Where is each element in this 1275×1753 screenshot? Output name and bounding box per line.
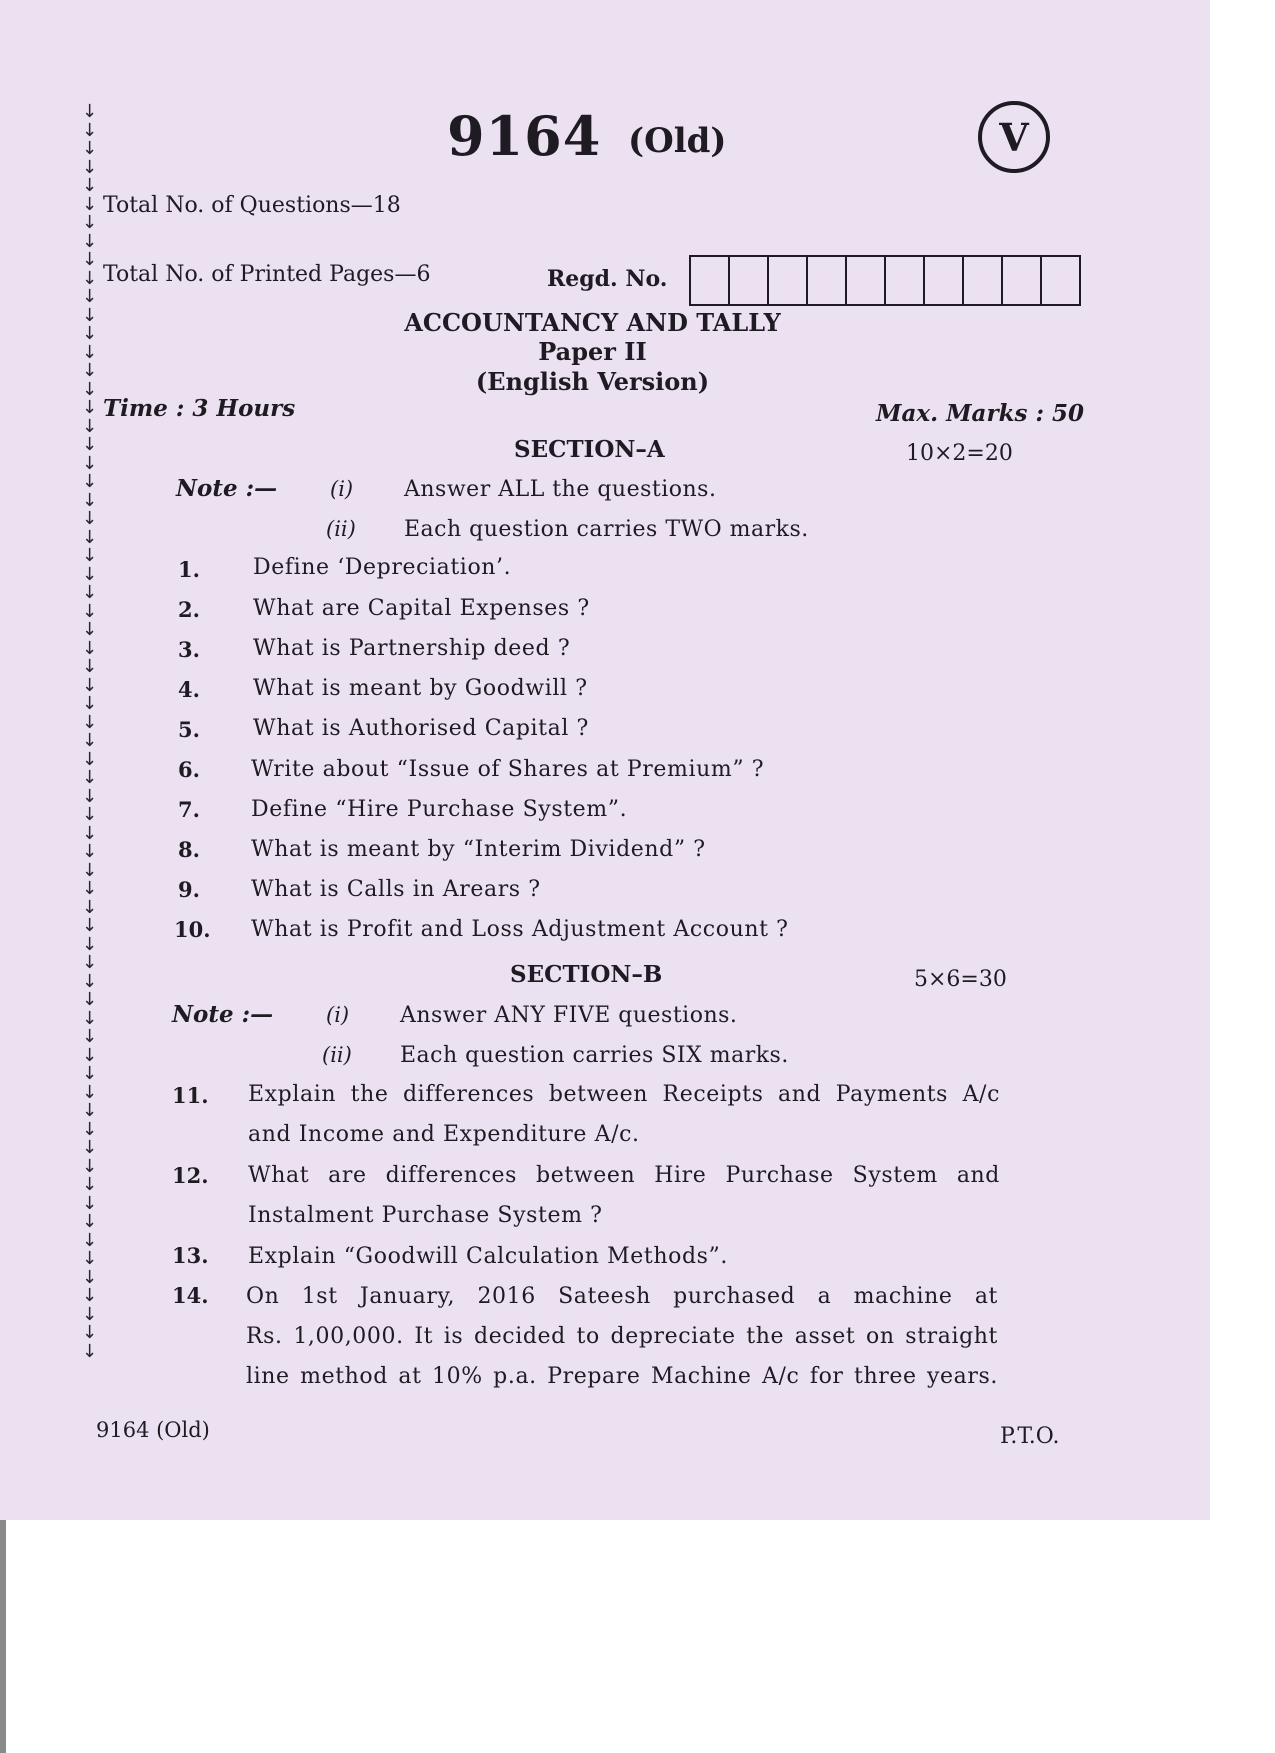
question-text-line: Instalment Purchase System ? [248, 1203, 603, 1228]
question-text-line: Rs. 1,00,000. It is decided to depreciate the asset on straight [246, 1324, 998, 1349]
paper-number: Paper II [538, 337, 647, 366]
total-questions: Total No. of Questions—18 [103, 193, 401, 218]
section-b-title: SECTION–B [510, 961, 663, 988]
question-text: What is Profit and Loss Adjustment Account ? [251, 917, 789, 942]
section-b-note-text: Each question carries SIX marks. [400, 1043, 789, 1068]
section-b-note-label: Note :— [172, 1001, 274, 1028]
regd-box [847, 257, 886, 304]
paper-code-suffix: (Old) [628, 121, 727, 161]
question-text-line: Explain “Goodwill Calculation Methods”. [248, 1244, 728, 1269]
regd-box [964, 257, 1003, 304]
question-number: 3. [178, 637, 200, 662]
question-text: Define “Hire Purchase System”. [251, 797, 628, 822]
section-b-note-num: (ii) [322, 1043, 352, 1067]
version-mark: V [999, 114, 1029, 160]
regd-no-label: Regd. No. [547, 266, 668, 292]
question-text: What is meant by “Interim Dividend” ? [251, 837, 706, 862]
question-number: 4. [178, 677, 200, 702]
question-number: 2. [178, 597, 200, 622]
regd-box [808, 257, 847, 304]
question-number: 13. [172, 1243, 209, 1268]
margin-arrow-column: ↓ ↓ ↓ ↓ ↓ ↓ ↓ ↓ ↓ ↓ ↓ ↓ ↓ ↓ ↓ ↓ ↓ ↓ ↓ ↓ ↓ ↓ ↓ ↓ ↓ ↓ ↓ ↓ ↓ ↓ ↓ ↓ ↓ ↓ ↓ ↓ ↓ ↓ ↓ ↓ ↓ ↓ ↓ ↓ ↓ ↓ ↓ ↓ ↓ ↓ ↓ ↓ ↓ ↓ ↓ ↓ ↓ ↓ ↓ ↓ ↓ ↓ ↓ ↓ ↓ ↓ ↓ ↓ [82, 101, 98, 1362]
section-a-note-num: (ii) [326, 517, 356, 541]
regd-no-boxes [689, 255, 1081, 306]
question-text-line: line method at 10% p.a. Prepare Machine A/c for three years. [246, 1364, 998, 1389]
regd-box [730, 257, 769, 304]
section-a-note-text: Each question carries TWO marks. [404, 517, 809, 542]
section-a-note-text: Answer ALL the questions. [404, 477, 717, 502]
question-number: 11. [172, 1083, 209, 1108]
question-text-line: Explain the differences between Receipts and Payments A/c [248, 1082, 1000, 1107]
question-number: 6. [178, 757, 200, 782]
question-number: 10. [174, 917, 211, 942]
regd-box [886, 257, 925, 304]
question-number: 14. [172, 1283, 209, 1308]
section-b-note-num: (i) [326, 1003, 350, 1027]
section-b-note-text: Answer ANY FIVE questions. [400, 1003, 738, 1028]
question-number: 12. [172, 1163, 209, 1188]
total-pages: Total No. of Printed Pages—6 [103, 262, 431, 287]
question-number: 8. [178, 837, 200, 862]
question-text: Write about “Issue of Shares at Premium” ? [251, 757, 765, 782]
time-allowed: Time : 3 Hours [103, 395, 296, 422]
question-number: 7. [178, 797, 200, 822]
question-text: What is Calls in Arears ? [251, 877, 541, 902]
section-a-title: SECTION–A [514, 436, 665, 463]
question-text: What is meant by Goodwill ? [253, 676, 588, 701]
question-number: 1. [178, 557, 200, 582]
question-text: What are Capital Expenses ? [253, 596, 590, 621]
question-text-line: On 1st January, 2016 Sateesh purchased a machine at [246, 1284, 998, 1309]
language-version: (English Version) [475, 367, 710, 396]
regd-box [925, 257, 964, 304]
section-a-marks: 10×2=20 [906, 441, 1013, 466]
question-text: What is Partnership deed ? [253, 636, 571, 661]
question-text-line: What are differences between Hire Purchase System and [248, 1163, 1000, 1188]
section-a-note-label: Note :— [176, 475, 278, 502]
question-number: 5. [178, 717, 200, 742]
regd-box [1003, 257, 1042, 304]
regd-box [1042, 257, 1079, 304]
section-a-note-num: (i) [330, 477, 354, 501]
question-text: Define ‘Depreciation’. [253, 555, 512, 580]
footer-paper-code: 9164 (Old) [96, 1418, 210, 1442]
section-b-marks: 5×6=30 [914, 967, 1007, 992]
question-text: What is Authorised Capital ? [253, 716, 589, 741]
paper-code: 9164 [447, 104, 602, 168]
subject-title: ACCOUNTANCY AND TALLY [404, 308, 781, 337]
please-turn-over: P.T.O. [1000, 1424, 1060, 1449]
question-number: 9. [178, 877, 200, 902]
scan-edge [0, 1520, 6, 1753]
version-badge [978, 101, 1050, 173]
max-marks: Max. Marks : 50 [876, 400, 1084, 427]
regd-box [691, 257, 730, 304]
question-text-line: and Income and Expenditure A/c. [248, 1122, 640, 1147]
regd-box [769, 257, 808, 304]
